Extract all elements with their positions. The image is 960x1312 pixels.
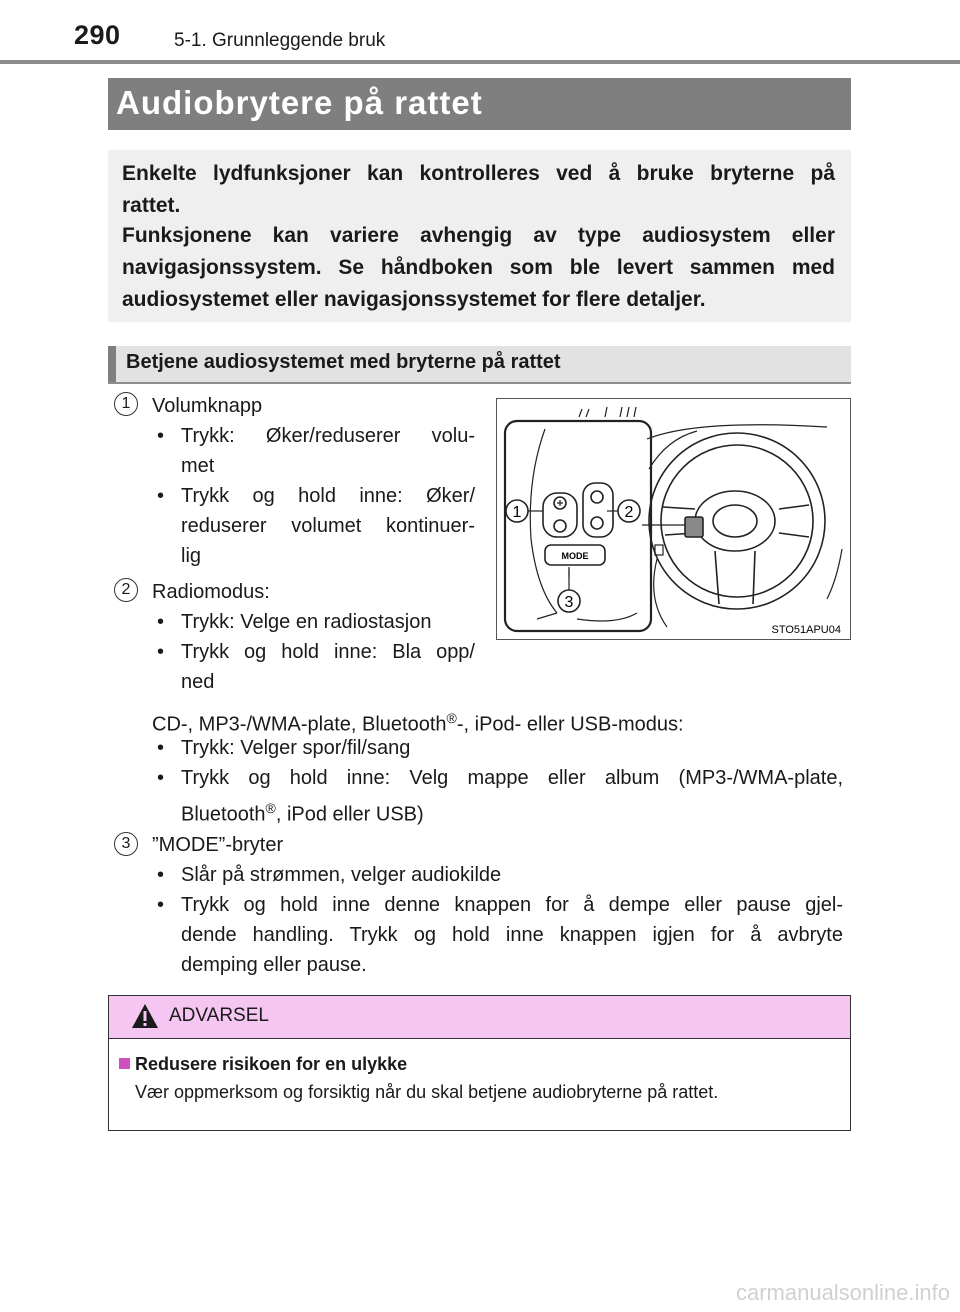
item-2-b4-line2 [181, 793, 424, 830]
bullet-dot: • [157, 864, 165, 886]
intro-line-5: audiosystemet eller navigasjonssystemet for flere detaljer. [122, 288, 706, 311]
warning-title: Redusere risikoen for en ulykke [135, 1054, 408, 1074]
item-2-b1: Trykk: Velge en radiostasjon [181, 611, 432, 633]
header-rule [0, 60, 960, 64]
warning-triangle-icon [131, 1003, 159, 1029]
subheading-bar [108, 346, 851, 384]
watermark: carmanualsonline.info [735, 1280, 950, 1305]
intro-line-1: Enkelte lydfunksjoner kan kontrolleres ved å bruke bryterne på [122, 162, 835, 185]
item-3-bullets [157, 860, 843, 980]
bullet-dot: • [157, 767, 165, 789]
callout-1: 1 [512, 504, 522, 521]
warning-box [108, 995, 851, 1131]
item-3-label: ”MODE”-bryter [152, 834, 284, 856]
item-2-b2-line1: Trykk og hold inne: Bla opp/ [181, 641, 475, 663]
item-2-b4-pre: Bluetooth [181, 803, 266, 826]
item-number-1: 1 [114, 392, 138, 416]
item-number-3: 3 [114, 832, 138, 856]
bullet-dot: • [157, 425, 165, 447]
item-1-bullets [157, 421, 475, 541]
registered-mark: ® [265, 800, 276, 816]
item-2-bullets-b [157, 733, 843, 826]
registered-mark: ® [446, 710, 457, 726]
intro-box [108, 150, 851, 322]
intro-line-4: navigasjonssystem. Se håndboken som ble levert sammen med [122, 256, 835, 279]
intro-line-3: Funksjonene kan variere avhengig av type audiosystem eller [122, 224, 835, 247]
callout-2: 2 [624, 504, 634, 521]
callout-3: 3 [564, 594, 574, 611]
item-1-b1-line1: Trykk: Øker/reduserer volu- [181, 425, 475, 447]
warning-text: Vær oppmerksom og forsiktig når du skal betjene audiobryterne på rattet. [135, 1082, 719, 1102]
bullet-dot: • [157, 611, 165, 633]
section-reference: 5-1. Grunnleggende bruk [174, 30, 386, 51]
intro-line-2: rattet. [122, 194, 181, 217]
item-1-label: Volumknapp [152, 395, 263, 417]
warning-label: ADVARSEL [169, 1005, 269, 1026]
bullet-dot: • [157, 737, 165, 759]
bullet-dot: • [157, 485, 165, 507]
item-1-b2-line2: reduserer volumet kontinuer- [181, 515, 475, 537]
item-2-cd-pre: CD-, MP3-/WMA-plate, Bluetooth [152, 713, 447, 736]
subheading-accent [108, 346, 116, 382]
steering-wheel-drawing [497, 399, 849, 638]
item-2-b4-post: , iPod eller USB) [275, 803, 424, 826]
item-1-b2-line3: lig [181, 545, 202, 567]
item-number-2: 2 [114, 578, 138, 602]
page-title-bar [108, 78, 851, 130]
warning-header [109, 996, 850, 1039]
mode-label: MODE [561, 551, 589, 561]
item-3-b2-line3: demping eller pause. [181, 954, 367, 976]
item-1-b2-line1: Trykk og hold inne: Øker/ [181, 485, 475, 507]
bullet-dot: • [157, 894, 165, 916]
item-2-bullets-a [157, 607, 475, 697]
item-2-b3: Trykk: Velger spor/fil/sang [181, 737, 411, 759]
item-2-label: Radiomodus: [152, 581, 270, 603]
bullet-dot: • [157, 641, 165, 663]
subheading: Betjene audiosystemet med bryterne på rattet [126, 351, 561, 373]
item-2-b2-line2: ned [181, 671, 215, 693]
item-2-cd-post: -, iPod- eller USB-modus: [456, 713, 684, 736]
page-number: 290 [74, 20, 121, 50]
item-3-b1: Slår på strømmen, velger audiokilde [181, 864, 502, 886]
item-3-b2-line2: dende handling. Trykk og hold inne knappen igjen for å avbryte [181, 924, 843, 946]
item-1-b1-line2: met [181, 455, 215, 477]
figure-code: STO51APU04 [771, 624, 841, 636]
steering-wheel-illustration [496, 398, 851, 640]
page-title: Audiobrytere på rattet [116, 84, 483, 121]
item-3-b2-line1: Trykk og hold inne denne knappen for å dempe eller pause gjel- [181, 894, 843, 916]
warning-square-icon [119, 1058, 130, 1069]
item-2-b4-line1: Trykk og hold inne: Velg mappe eller album (MP3-/WMA-plate, [181, 767, 843, 789]
